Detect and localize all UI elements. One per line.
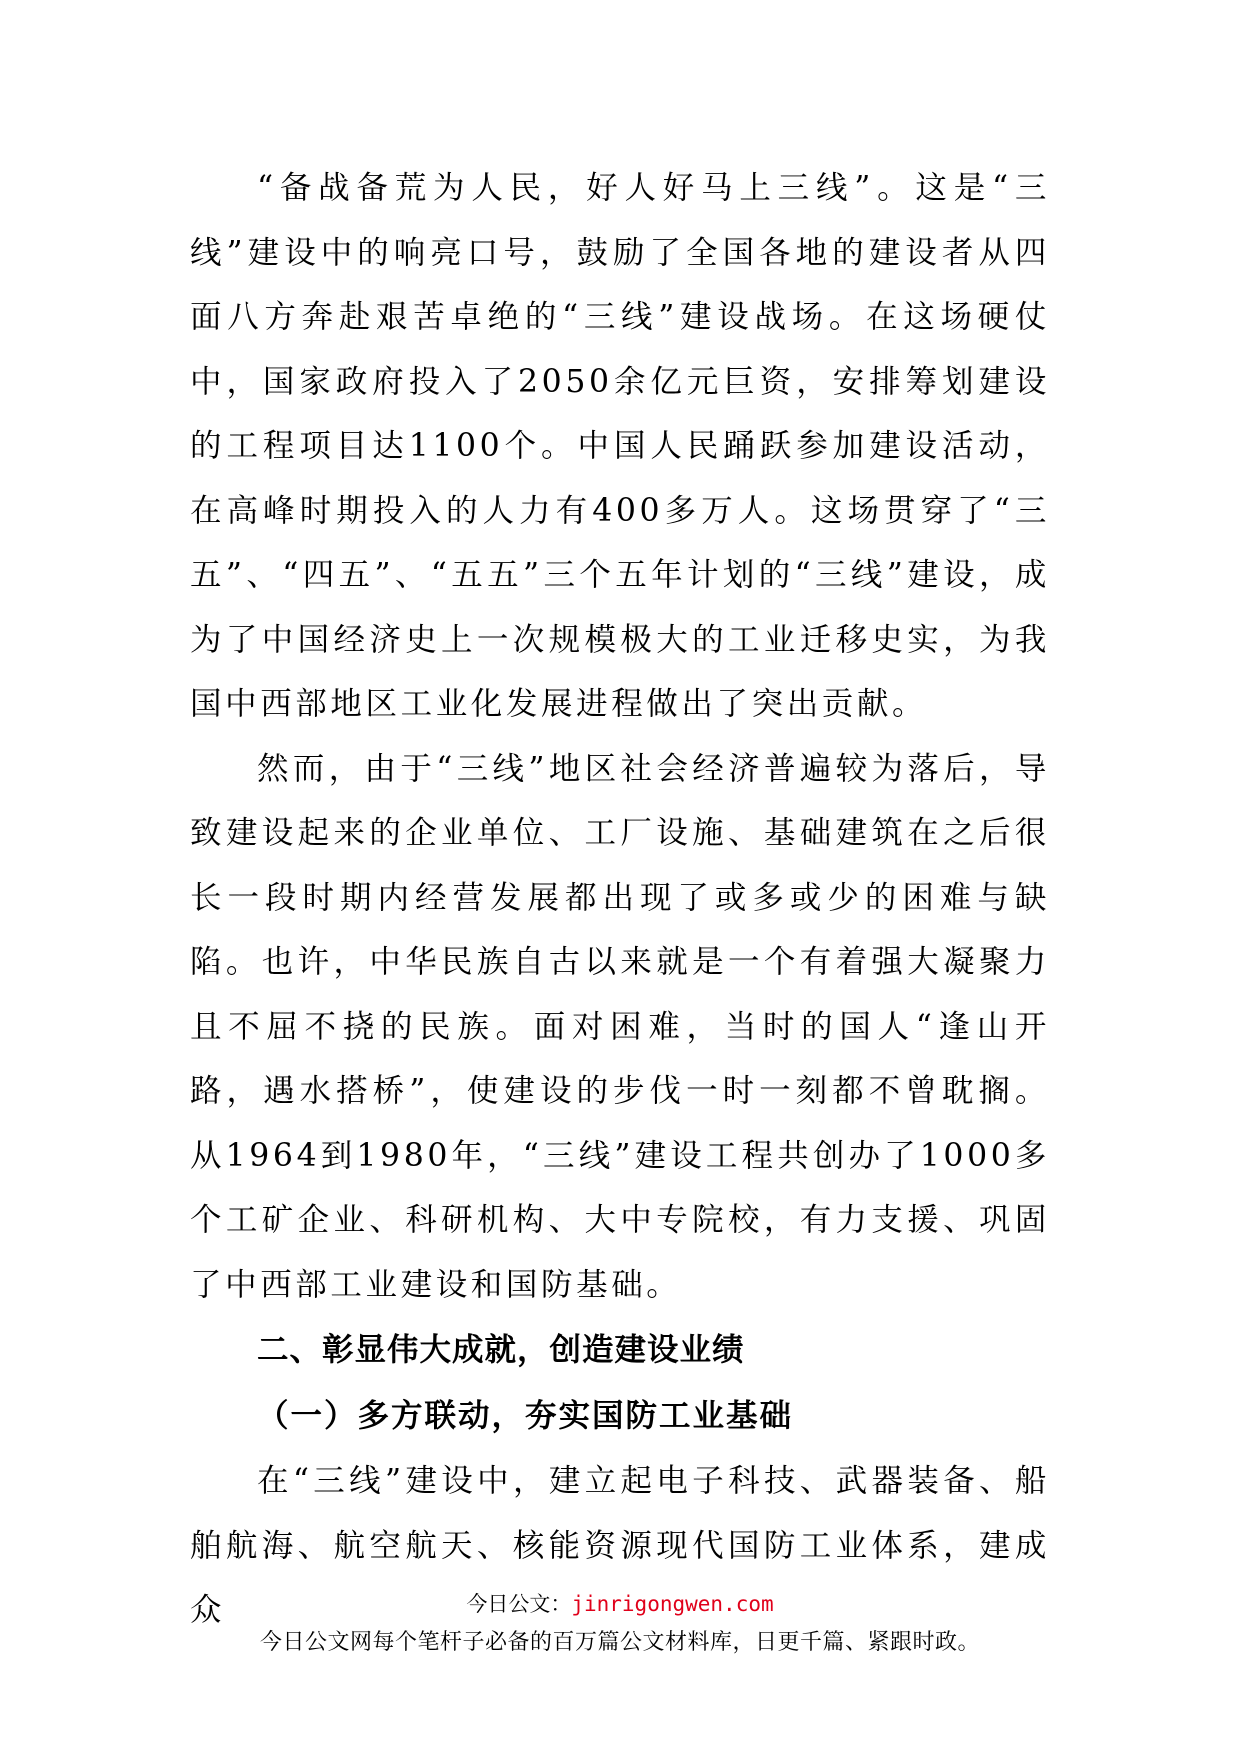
subsection-heading: （一）多方联动，夯实国防工业基础: [257, 1397, 794, 1434]
footer-site-label: 今日公文：: [466, 1592, 572, 1616]
footer-site-line: [0, 1590, 1240, 1618]
document-body: [190, 156, 1050, 1643]
footer-tagline: 今日公文网每个笔杆子必备的百万篇公文材料库，日更千篇、紧跟时政。: [259, 1630, 980, 1655]
footer-site-url[interactable]: jinrigongwen.com: [571, 1592, 774, 1616]
paragraph-defense-industry: 在“三线”建设中，建立起电子科技、武器装备、船舶航海、航空航天、核能资源现代国防工业体系，建成众: [190, 1463, 1050, 1628]
paragraph-construction-slogan: “备战备荒为人民，好人好马上三线”。这是“三线”建设中的响亮口号，鼓励了全国各地的建设者从四面八方奔赴艰苦卓绝的“三线”建设战场。在这场硬仗中，国家政府投入了2050余亿元巨资，安排筹划建设的工程项目达1100个。中国人民踊跃参加建设活动，在高峰时期投入的人力有400多万人。这场贯穿了“三五”、“四五”、“五五”三个五年计划的“三线”建设，成为了中国经济史上一次规模极大的工业迁移史实，为我国中西部地区工业化发展进程做出了突出贡献。: [190, 170, 1050, 722]
paragraph-difficulties: 然而，由于“三线”地区社会经济普遍较为落后，导致建设起来的企业单位、工厂设施、基础建筑在之后很长一段时期内经营发展都出现了或多或少的困难与缺陷。也许，中华民族自古以来就是一个有着强大凝聚力且不屈不挠的民族。面对困难，当时的国人“逢山开路，遇水搭桥”，使建设的步伐一时一刻都不曾耽搁。从1964到1980年，“三线”建设工程共创办了1000多个工矿企业、科研机构、大中专院校，有力支援、巩固了中西部工业建设和国防基础。: [190, 750, 1050, 1303]
section-heading: 二、彰显伟大成就，创造建设业绩: [257, 1332, 745, 1368]
